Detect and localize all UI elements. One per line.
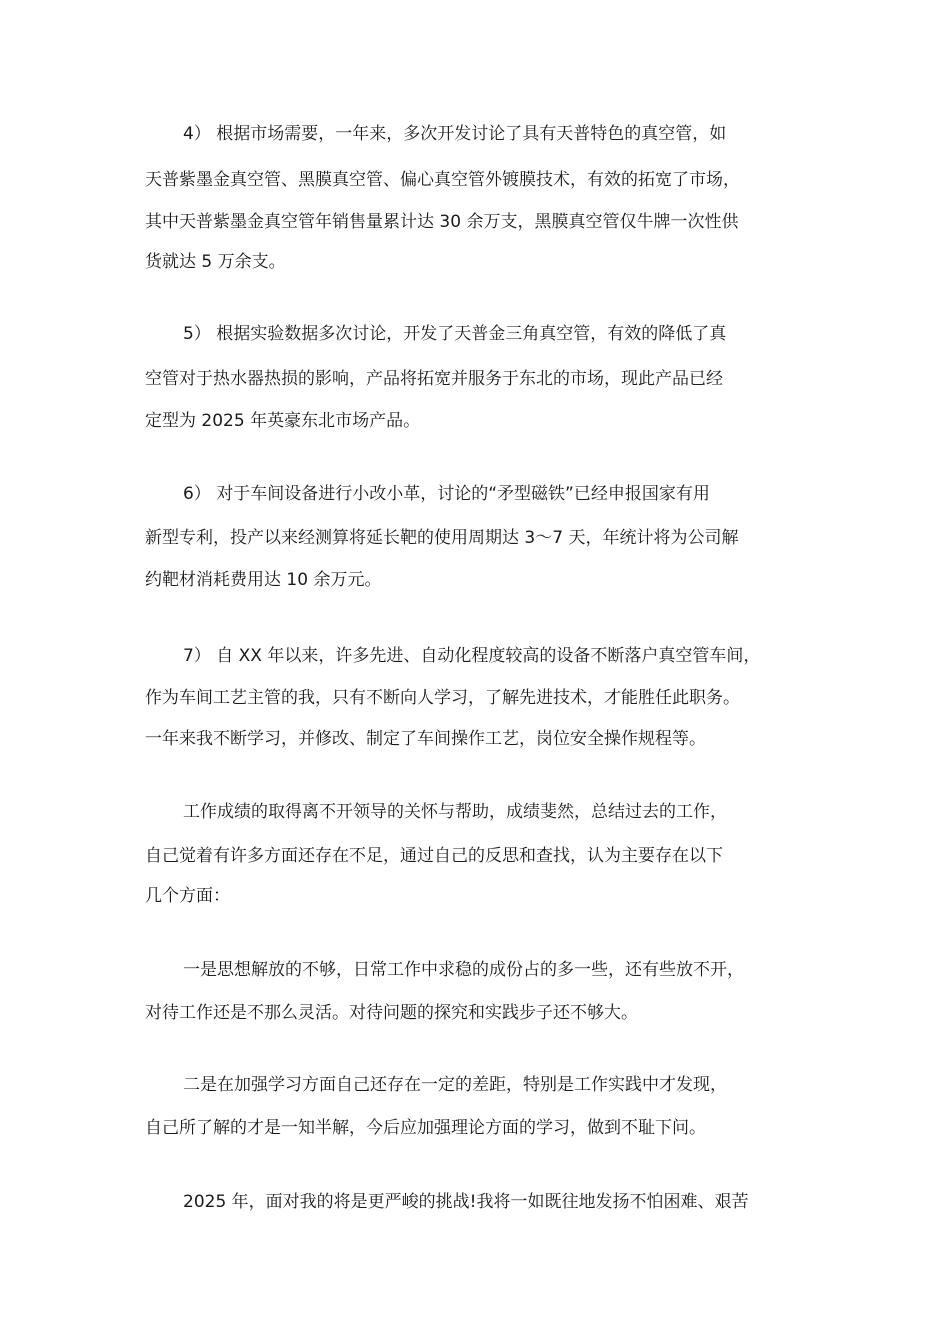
paragraph-7-line-3: 一年来我不断学习，并修改、制定了车间操作工艺，岗位安全操作规程等。 — [145, 729, 706, 749]
paragraph-6-line-2: 新型专利，投产以来经测算将延长靶的使用周期达 3～7 天，年统计将为公司解 — [145, 528, 739, 548]
paragraph-7-line-1: 7） 自 XX 年以来，许多先进、自动化程度较高的设备不断落户真空管车间， — [183, 646, 761, 666]
paragraph-5-line-2: 空管对于热水器热损的影响，产品将拓宽并服务于东北的市场，现此产品已经 — [145, 369, 723, 389]
paragraph-4-line-4: 货就达 5 万余支。 — [145, 252, 286, 272]
paragraph-8-line-1: 工作成绩的取得离不开领导的关怀与帮助，成绩斐然，总结过去的工作， — [183, 802, 727, 822]
paragraph-11-line-1: 2025 年，面对我的将是更严峻的挑战!我将一如既往地发扬不怕困难、艰苦 — [183, 1192, 749, 1212]
paragraph-9-line-1: 一是思想解放的不够，日常工作中求稳的成份占的多一些，还有些放不开， — [183, 960, 744, 980]
paragraph-5-line-3: 定型为 2025 年英豪东北市场产品。 — [145, 411, 421, 431]
paragraph-4-line-1: 4） 根据市场需要，一年来，多次开发讨论了具有天普特色的真空管，如 — [183, 124, 727, 144]
paragraph-8-line-3: 几个方面： — [145, 886, 230, 906]
paragraph-6-line-3: 约靶材消耗费用达 10 余万元。 — [145, 570, 382, 590]
paragraph-8-line-2: 自己觉着有许多方面还存在不足，通过自己的反思和查找，认为主要存在以下 — [145, 846, 723, 866]
paragraph-5-line-1: 5） 根据实验数据多次讨论，开发了天普金三角真空管，有效的降低了真 — [183, 324, 727, 344]
paragraph-4-line-3: 其中天普紫墨金真空管年销售量累计达 30 余万支，黑膜真空管仅牛牌一次性供 — [145, 212, 739, 232]
paragraph-6-line-1: 6） 对于车间设备进行小改小革，讨论的“矛型磁铁”已经申报国家有用 — [183, 484, 710, 504]
paragraph-9-line-2: 对待工作还是不那么灵活。对待问题的探究和实践步子还不够大。 — [145, 1003, 638, 1023]
paragraph-4-line-2: 天普紫墨金真空管、黑膜真空管、偏心真空管外镀膜技术，有效的拓宽了市场， — [145, 170, 740, 190]
paragraph-10-line-1: 二是在加强学习方面自己还存在一定的差距，特别是工作实践中才发现， — [183, 1075, 727, 1095]
paragraph-7-line-2: 作为车间工艺主管的我，只有不断向人学习，了解先进技术，才能胜任此职务。 — [145, 688, 740, 708]
paragraph-10-line-2: 自己所了解的才是一知半解，今后应加强理论方面的学习，做到不耻下问。 — [145, 1118, 706, 1138]
